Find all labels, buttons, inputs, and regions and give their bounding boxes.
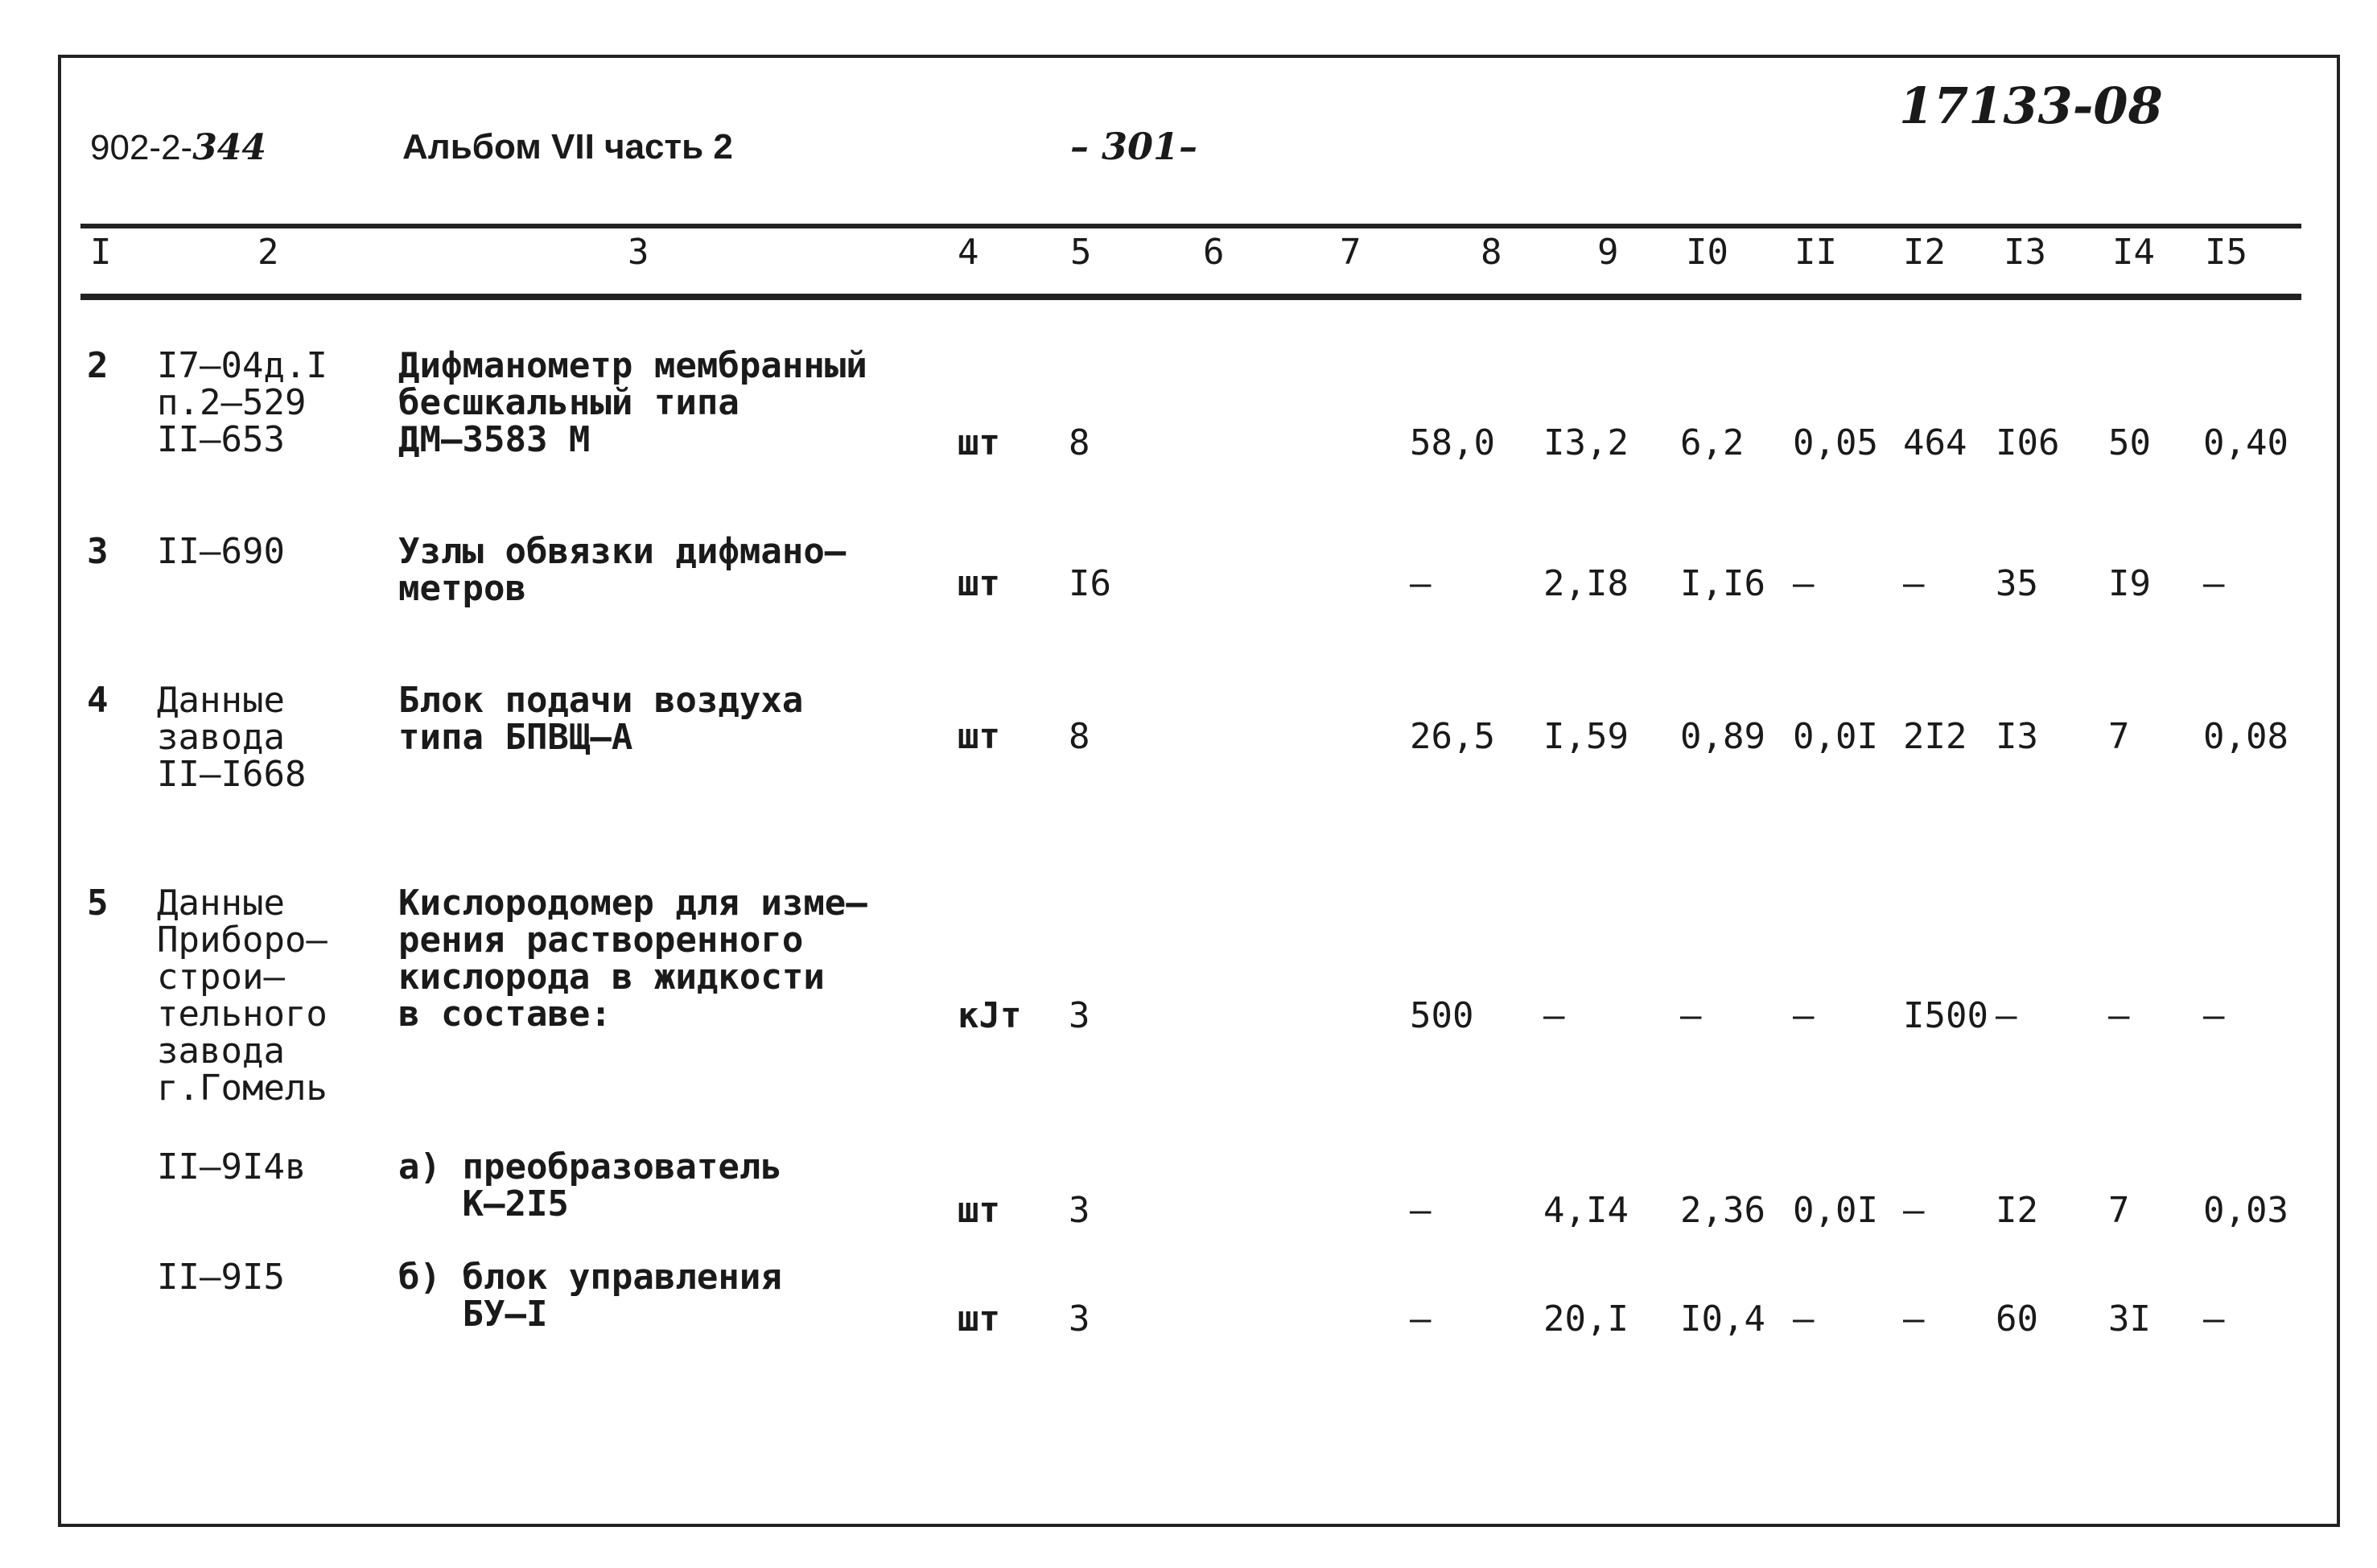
- row-6-c9: 20,I: [1543, 1298, 1629, 1340]
- column-number-1: I: [90, 232, 112, 273]
- row-4-c14: –: [2108, 995, 2130, 1036]
- column-number-5: 5: [1070, 232, 1092, 273]
- row-3-ref: Данные завода II–I668: [157, 680, 307, 795]
- doc-code: [90, 127, 266, 168]
- row-4-qty: 3: [1069, 995, 1090, 1036]
- row-4-name: Кислородомер для изме– рения растворенного кислорода в жидкости в составе:: [398, 883, 867, 1035]
- row-5-c10: 2,36: [1680, 1190, 1765, 1231]
- row-3-c14: 7: [2108, 716, 2130, 757]
- row-2-n: 3: [87, 531, 109, 572]
- row-5-c14: 7: [2108, 1190, 2130, 1231]
- row-1-c15: 0,40: [2203, 422, 2288, 463]
- column-number-4: 4: [958, 232, 979, 273]
- page-number: – 301–: [1070, 125, 1198, 168]
- row-1-c14: 50: [2108, 422, 2151, 463]
- row-4-c12: I500: [1903, 995, 1988, 1036]
- row-1-ref: I7–04д.I п.2–529 II–653: [157, 345, 328, 460]
- row-2-c9: 2,I8: [1543, 563, 1629, 604]
- row-4-c11: –: [1793, 995, 1815, 1036]
- row-2-c11: –: [1793, 563, 1815, 604]
- album-label: Альбом VII часть 2: [402, 127, 733, 167]
- row-2-name: Узлы обвязки дифмано– метров: [398, 531, 847, 609]
- row-5-c15: 0,03: [2203, 1190, 2288, 1231]
- row-5-c9: 4,I4: [1543, 1190, 1629, 1231]
- column-number-9: 9: [1597, 232, 1619, 273]
- row-2-unit: шт: [958, 563, 1000, 604]
- row-5-name: а) преобразователь К–2I5: [398, 1146, 782, 1224]
- row-4-c9: –: [1543, 995, 1565, 1036]
- row-2-c15: –: [2203, 563, 2225, 604]
- row-2-c12: –: [1903, 563, 1925, 604]
- doc-code-suffix: 344: [192, 127, 267, 168]
- row-2-c8: –: [1410, 563, 1432, 604]
- row-1-c10: 6,2: [1680, 422, 1745, 463]
- row-6-unit: шт: [958, 1298, 1000, 1340]
- row-4-c10: –: [1680, 995, 1702, 1036]
- header-rule-top: [80, 224, 2301, 228]
- row-1-qty: 8: [1069, 422, 1090, 463]
- row-6-c8: –: [1410, 1298, 1432, 1340]
- row-4-unit: кJт: [958, 995, 1022, 1036]
- row-3-c8: 26,5: [1410, 716, 1495, 757]
- row-3-c15: 0,08: [2203, 716, 2288, 757]
- row-5-ref: II–9I4в: [157, 1146, 307, 1187]
- row-2-c14: I9: [2108, 563, 2151, 604]
- row-6-ref: II–9I5: [157, 1257, 285, 1298]
- row-6-c15: –: [2203, 1298, 2225, 1340]
- column-number-11: II: [1794, 232, 1837, 273]
- row-3-n: 4: [87, 680, 109, 721]
- column-number-7: 7: [1340, 232, 1362, 273]
- row-3-c13: I3: [1996, 716, 2038, 757]
- row-2-ref: II–690: [157, 531, 285, 572]
- row-1-c11: 0,05: [1793, 422, 1878, 463]
- row-5-c12: –: [1903, 1190, 1925, 1231]
- row-4-n: 5: [87, 883, 109, 924]
- column-number-13: I3: [2004, 232, 2046, 273]
- column-number-10: I0: [1686, 232, 1728, 273]
- row-3-qty: 8: [1069, 716, 1090, 757]
- row-3-c9: I,59: [1543, 716, 1629, 757]
- header-rule-bottom: [80, 294, 2301, 300]
- row-1-c8: 58,0: [1410, 422, 1495, 463]
- row-1-c9: I3,2: [1543, 422, 1629, 463]
- row-2-c10: I,I6: [1680, 563, 1765, 604]
- row-1-unit: шт: [958, 422, 1000, 463]
- row-4-c13: –: [1996, 995, 2017, 1036]
- column-number-6: 6: [1203, 232, 1225, 273]
- row-6-qty: 3: [1069, 1298, 1090, 1340]
- row-3-c10: 0,89: [1680, 716, 1765, 757]
- row-3-name: Блок подачи воздуха типа БПВЩ–А: [398, 680, 804, 758]
- document-number: 17133-08: [1899, 76, 2163, 135]
- row-6-c11: –: [1793, 1298, 1815, 1340]
- column-number-15: I5: [2205, 232, 2247, 273]
- row-3-unit: шт: [958, 716, 1000, 757]
- row-5-qty: 3: [1069, 1190, 1090, 1231]
- row-5-unit: шт: [958, 1190, 1000, 1231]
- column-number-8: 8: [1481, 232, 1502, 273]
- row-5-c13: I2: [1996, 1190, 2038, 1231]
- column-number-3: 3: [628, 232, 649, 273]
- row-4-ref: Данные Приборо– строи– тельного завода г.Гомель: [157, 883, 328, 1109]
- row-6-c13: 60: [1996, 1298, 2038, 1340]
- row-5-c11: 0,0I: [1793, 1190, 1878, 1231]
- row-2-c13: 35: [1996, 563, 2038, 604]
- row-4-c8: 500: [1410, 995, 1474, 1036]
- row-4-c15: –: [2203, 995, 2225, 1036]
- column-number-12: I2: [1903, 232, 1946, 273]
- row-1-c13: I06: [1996, 422, 2060, 463]
- row-2-qty: I6: [1069, 563, 1111, 604]
- row-1-c12: 464: [1903, 422, 1967, 463]
- row-1-name: Дифманометр мембранный бесшкальный типа ДМ–3583 М: [398, 345, 867, 460]
- row-5-c8: –: [1410, 1190, 1432, 1231]
- row-6-c12: –: [1903, 1298, 1925, 1340]
- column-number-2: 2: [257, 232, 279, 273]
- row-6-name: б) блок управления БУ–I: [398, 1257, 782, 1335]
- row-1-n: 2: [87, 345, 109, 386]
- row-3-c12: 2I2: [1903, 716, 1967, 757]
- row-3-c11: 0,0I: [1793, 716, 1878, 757]
- row-6-c14: 3I: [2108, 1298, 2151, 1340]
- doc-code-prefix: 902-2-: [90, 128, 193, 167]
- row-6-c10: I0,4: [1680, 1298, 1765, 1340]
- column-number-14: I4: [2112, 232, 2155, 273]
